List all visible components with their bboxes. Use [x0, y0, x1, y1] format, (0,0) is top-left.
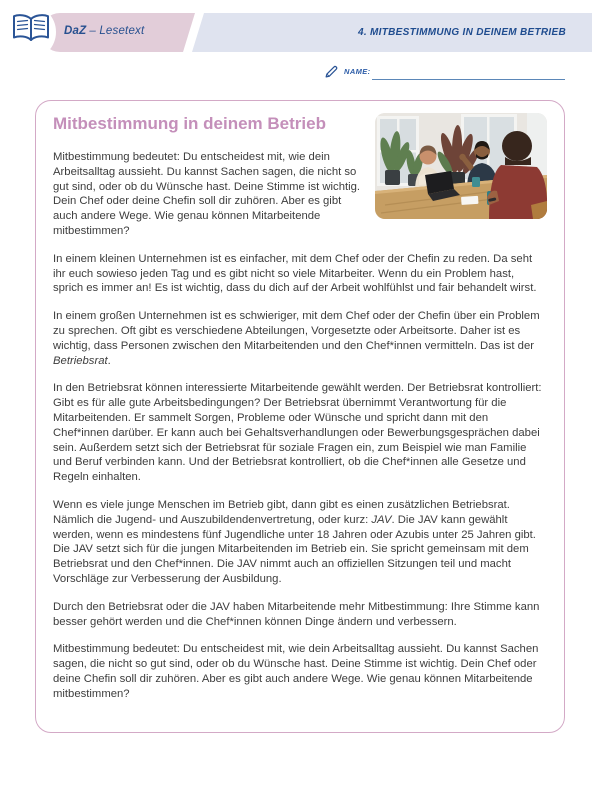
- paragraph: Mitbestimmung bedeutet: Du entscheidest mit, wie dein Arbeitsalltag aussieht. Du kannst Sachen sagen, die nicht so gut sind, oder ob du Wünsche hast. Deine Stimme ist wichtig. Dein Chef oder deine Chefin soll dir zuhören. Aber es gibt auch andere Wege. Wie genau können Mitarbeitende mitbestimmen?: [53, 643, 539, 700]
- article-paragraphs: [53, 150, 547, 702]
- chapter-title: 4. MITBESTIMMUNG IN DEINEM BETRIEB: [358, 27, 566, 38]
- paragraph: In den Betriebsrat können interessierte Mitarbeitende gewählt werden. Der Betriebsrat kontrolliert: Gibt es für alle gute Arbeitsbedingungen? Der Betriebsrat übernimmt Verantwortung für die Mitarbeitenden. Er sammelt Sorgen, Probleme oder Wünsche und spricht dann mit den Chef*innen darüber. Er kann auch bei Gehaltsverhandlungen oder Bewerbungsgesprächen dabei sein. Außerdem setzt sich der Betriebsrat für soziale Fragen ein, zum Beispiel wie man Familie und Beruf verbinden kann. Und der Betriebsrat kontrolliert, ob die Chef*innen alle Gesetze und Regeln einhalten.: [53, 382, 542, 484]
- brand-label: DaZ: [64, 25, 87, 37]
- open-book-icon: [11, 11, 51, 45]
- paragraph: In einem kleinen Unternehmen ist es einfacher, mit dem Chef oder der Chefin zu reden. Da seht ihr euch sowieso jeden Tag und es gibt nicht so viele Mitarbeiter. Wenn du ein Problem hast, sprich es immer an! Es ist wichtig, dass du dich auf der Arbeit wohlfühlst und fair behandelt wirst.: [53, 252, 537, 295]
- paragraph: In einem großen Unternehmen ist es schwieriger, mit dem Chef oder der Chefin über ein Problem zu sprechen. Oft gibt es verschiedene Abteilungen, Vorgesetzte oder Arbeitsorte. Daher ist es wichtig, dass Personen zwischen den Mitarbeitenden und den Chef*innen vermitteln. Das ist der Betriebsrat.: [53, 310, 540, 367]
- name-label: NAME:: [344, 67, 371, 76]
- worksheet-type-badge: [64, 25, 144, 37]
- name-input-line[interactable]: [372, 63, 565, 80]
- badge-suffix: – Lesetext: [89, 25, 145, 37]
- paragraph: Mitbestimmung bedeutet: Du entscheidest mit, wie dein Arbeitsalltag aussieht. Du kannst Sachen sagen, die nicht so gut sind, oder ob du Wünsche hast. Deine Stimme ist wichtig. Dein Chef oder deine Chefin soll dir zuhören. Aber es gibt auch andere Wege. Wie genau können Mitarbeitende mitbestimmen?: [53, 151, 361, 237]
- reading-box: [35, 100, 565, 733]
- paragraph: Durch den Betriebsrat oder die JAV haben Mitarbeitende mehr Mitbestimmung: Ihre Stimme kann besser gehört werden und die Chef*innen können Dinge ändern und verbessern.: [53, 600, 540, 628]
- meeting-photo: [375, 113, 547, 219]
- pencil-icon: [324, 64, 339, 79]
- paragraph: Wenn es viele junge Menschen im Betrieb gibt, dann gibt es einen zusätzlichen Betriebsrat. Nämlich die Jugend- und Auszubildendenvertretung, oder kurz: JAV. Die JAV kann gewählt werden, wenn es mindestens fünf Jugendliche unter 18 Jahren oder Azubis unter 25 Jahren gibt. Die JAV setzt sich für die jungen Mitarbeitenden im Betrieb ein. Sie spricht gemeinsam mit dem Betriebsrat und den Chef*innen. Die JAV nimmt auch an offiziellen Sitzungen teil und macht Vorschläge zur Verbesserung der Ausbildung.: [53, 498, 536, 585]
- article-title: Mitbestimmung in deinem Betrieb: [53, 114, 326, 133]
